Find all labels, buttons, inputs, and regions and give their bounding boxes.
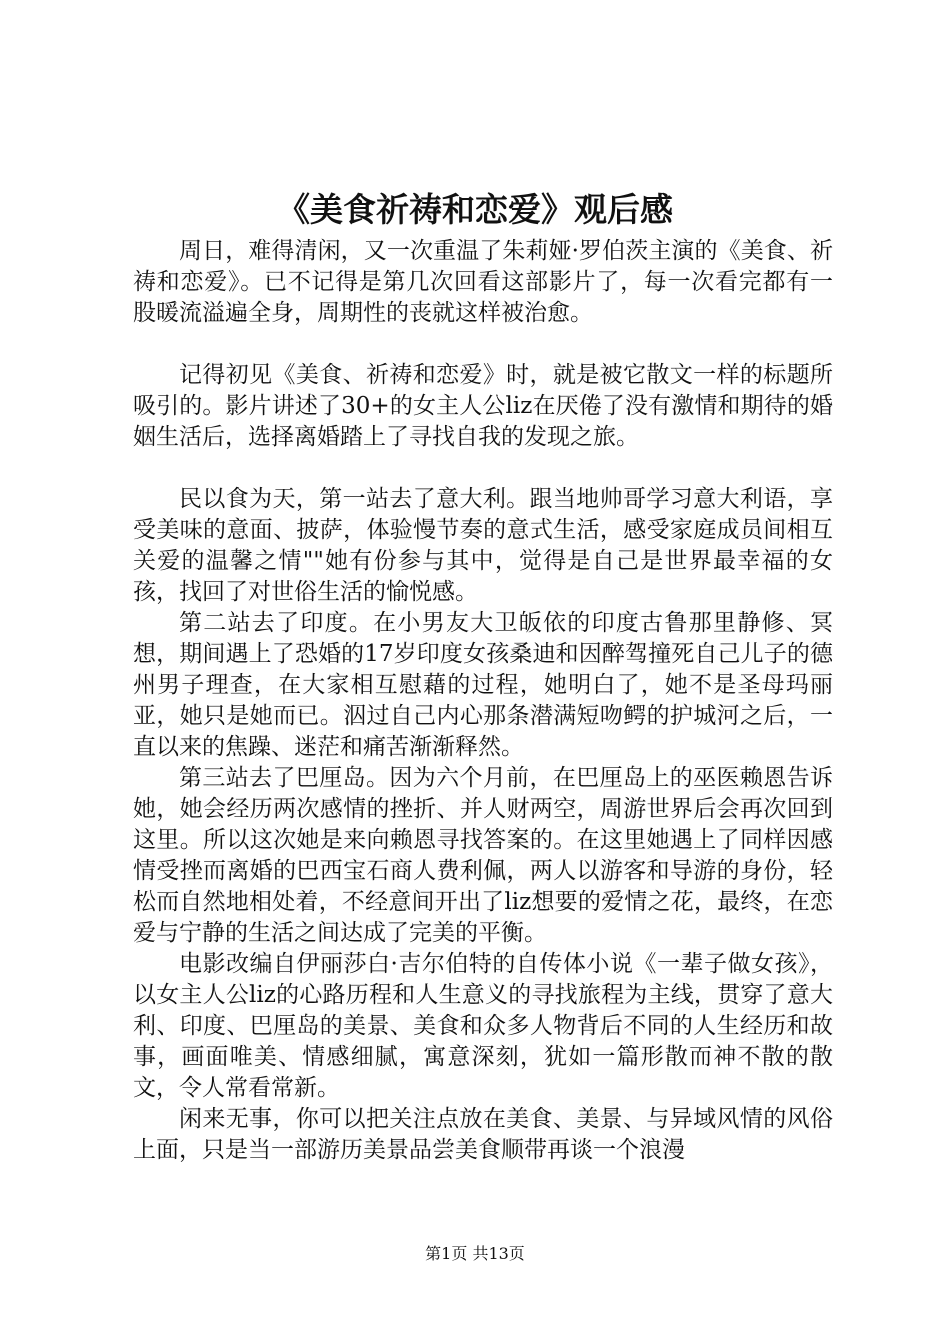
paragraph: 闲来无事，你可以把关注点放在美食、美景、与异域风情的风俗上面，只是当一部游历美景品尝美食顺带再谈一个浪漫 (133, 1106, 833, 1163)
paragraph: 第三站去了巴厘岛。因为六个月前，在巴厘岛上的巫医赖恩告诉她，她会经历两次感情的挫折、并人财两空，周游世界后会再次回到这里。所以这次她是来向赖恩寻找答案的。在这里她遇上了同样因感情受挫而离婚的巴西宝石商人费利佩，两人以游客和导游的身份，轻松而自然地相处着，不经意间开出了liz想要的爱情之花，最终，在恋爱与宁静的生活之间达成了完美的平衡。 (133, 765, 833, 946)
paragraph: 电影改编自伊丽莎白·吉尔伯特的自传体小说《一辈子做女孩》，以女主人公liz的心路历程和人生意义的寻找旅程为主线，贯穿了意大利、印度、巴厘岛的美景、美食和众多人物背后不同的人生经历和故事，画面唯美、情感细腻，寓意深刻，犹如一篇形散而神不散的散文，令人常看常新。 (133, 951, 833, 1101)
paragraph: 记得初见《美食、祈祷和恋爱》时，就是被它散文一样的标题所吸引的。影片讲述了30+的女主人公liz在厌倦了没有激情和期待的婚姻生活后，选择离婚踏上了寻找自我的发现之旅。 (133, 362, 833, 450)
paragraph: 周日，难得清闲，又一次重温了朱莉娅·罗伯茨主演的《美食、祈祷和恋爱》。已不记得是第几次回看这部影片了，每一次看完都有一股暖流溢遍全身，周期性的丧就这样被治愈。 (133, 238, 833, 326)
document-body (133, 236, 833, 1166)
paragraph: 民以食为天，第一站去了意大利。跟当地帅哥学习意大利语，享受美味的意面、披萨，体验慢节奏的意式生活，感受家庭成员间相互关爱的温馨之情""她有份参与其中，觉得是自己是世界最幸福的女孩，找回了对世俗生活的愉悦感。 (133, 486, 833, 605)
page-number-footer: 第1页 共13页 (425, 1244, 525, 1263)
document-title: 《美食祈祷和恋爱》观后感 (277, 190, 673, 229)
paragraph: 第二站去了印度。在小男友大卫皈依的印度古鲁那里静修、冥想，期间遇上了恐婚的17岁印度女孩桑迪和因醉驾撞死自己儿子的德州男子理查，在大家相互慰藉的过程，她明白了，她不是圣母玛丽亚，她只是她而已。泅过自己内心那条潜满短吻鳄的护城河之后，一直以来的焦躁、迷茫和痛苦渐渐释然。 (133, 610, 833, 760)
